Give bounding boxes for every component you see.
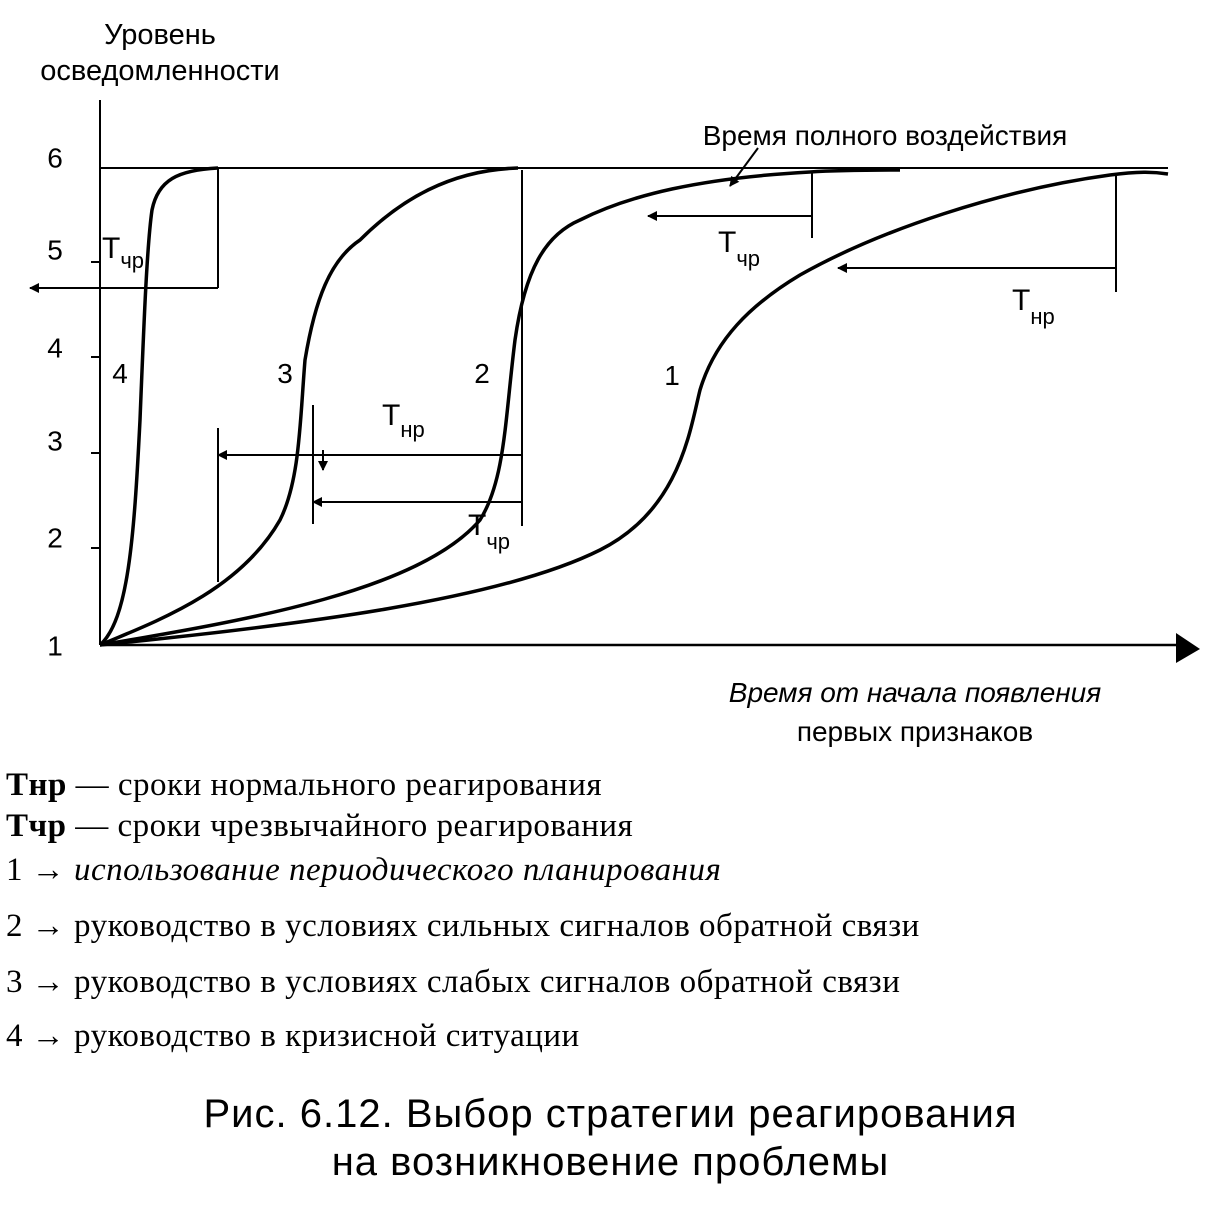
- legend-text: использование периодического планирования: [74, 852, 722, 888]
- legend-sep: →: [31, 852, 66, 888]
- legend-sep: —: [75, 808, 109, 844]
- y-axis-label-line1: Уровень: [104, 19, 216, 51]
- legend-item-1: [6, 852, 721, 888]
- legend-text: руководство в кризисной ситуации: [74, 1018, 580, 1054]
- legend-key: Тнр: [6, 767, 67, 803]
- legend-sep: →: [31, 964, 66, 1000]
- legend-item-tnr: [6, 767, 602, 803]
- legend-sep: →: [31, 908, 66, 944]
- tchr-label-curve1: $Т_{чр}$: [718, 226, 761, 271]
- curve-2: [100, 170, 900, 645]
- legend-text: сроки чрезвычайного реагирования: [117, 808, 634, 844]
- legend-key: 3: [6, 964, 23, 1000]
- full-impact-label: Время полного воздействия: [702, 120, 1068, 151]
- legend-sep: —: [75, 767, 110, 803]
- legend-text: руководство в условиях сильных сигналов обратной связи: [74, 908, 920, 944]
- curve-label-3: 3: [277, 358, 293, 389]
- tchr-label-curve2: $Т_{чр}$: [468, 509, 511, 554]
- legend-text: сроки нормального реагирования: [117, 767, 603, 803]
- figure-caption-line1: Рис. 6.12. Выбор стратегии реагирования: [203, 1092, 1018, 1136]
- curve-label-1: 1: [664, 360, 680, 391]
- curve-1: [100, 172, 1168, 645]
- legend-text: руководство в условиях слабых сигналов обратной связи: [74, 964, 901, 1000]
- legend-key: Тчр: [6, 808, 67, 844]
- y-ticks: [91, 262, 100, 548]
- legend-key: 4: [6, 1018, 23, 1054]
- legend-key: 1: [6, 852, 23, 888]
- tnr-label-curve1: $Т_{нр}$: [1012, 284, 1055, 329]
- x-axis-label-line2: первых признаков: [796, 716, 1034, 747]
- legend-key: 2: [6, 908, 23, 944]
- y-tick-label-5: 5: [47, 234, 63, 266]
- tchr-label-curve4: $Т_{чр}$: [102, 232, 145, 273]
- y-tick-label-3: 3: [47, 425, 63, 457]
- legend-item-tchr: [6, 808, 633, 844]
- tnr-label-curve2: $Т_{нр}$: [382, 399, 425, 442]
- legend-sep: →: [31, 1018, 66, 1054]
- legend-item-3: [6, 964, 900, 1000]
- legend-item-4: [6, 1018, 580, 1054]
- curve-3: [100, 168, 518, 645]
- y-tick-label-1: 1: [47, 630, 63, 662]
- y-tick-label-2: 2: [47, 522, 63, 554]
- figure-caption-line2: на возникновение проблемы: [331, 1140, 890, 1184]
- y-tick-label-6: 6: [47, 142, 63, 174]
- legend-item-2: [6, 908, 920, 944]
- curve-label-4: 4: [112, 358, 128, 389]
- y-tick-label-4: 4: [47, 332, 63, 364]
- y-axis-label-line2: осведомленности: [40, 55, 280, 87]
- x-axis-arrowhead: [1176, 633, 1200, 663]
- curve-label-2: 2: [474, 358, 490, 389]
- x-axis-label-line1: Время от начала появления: [728, 677, 1102, 708]
